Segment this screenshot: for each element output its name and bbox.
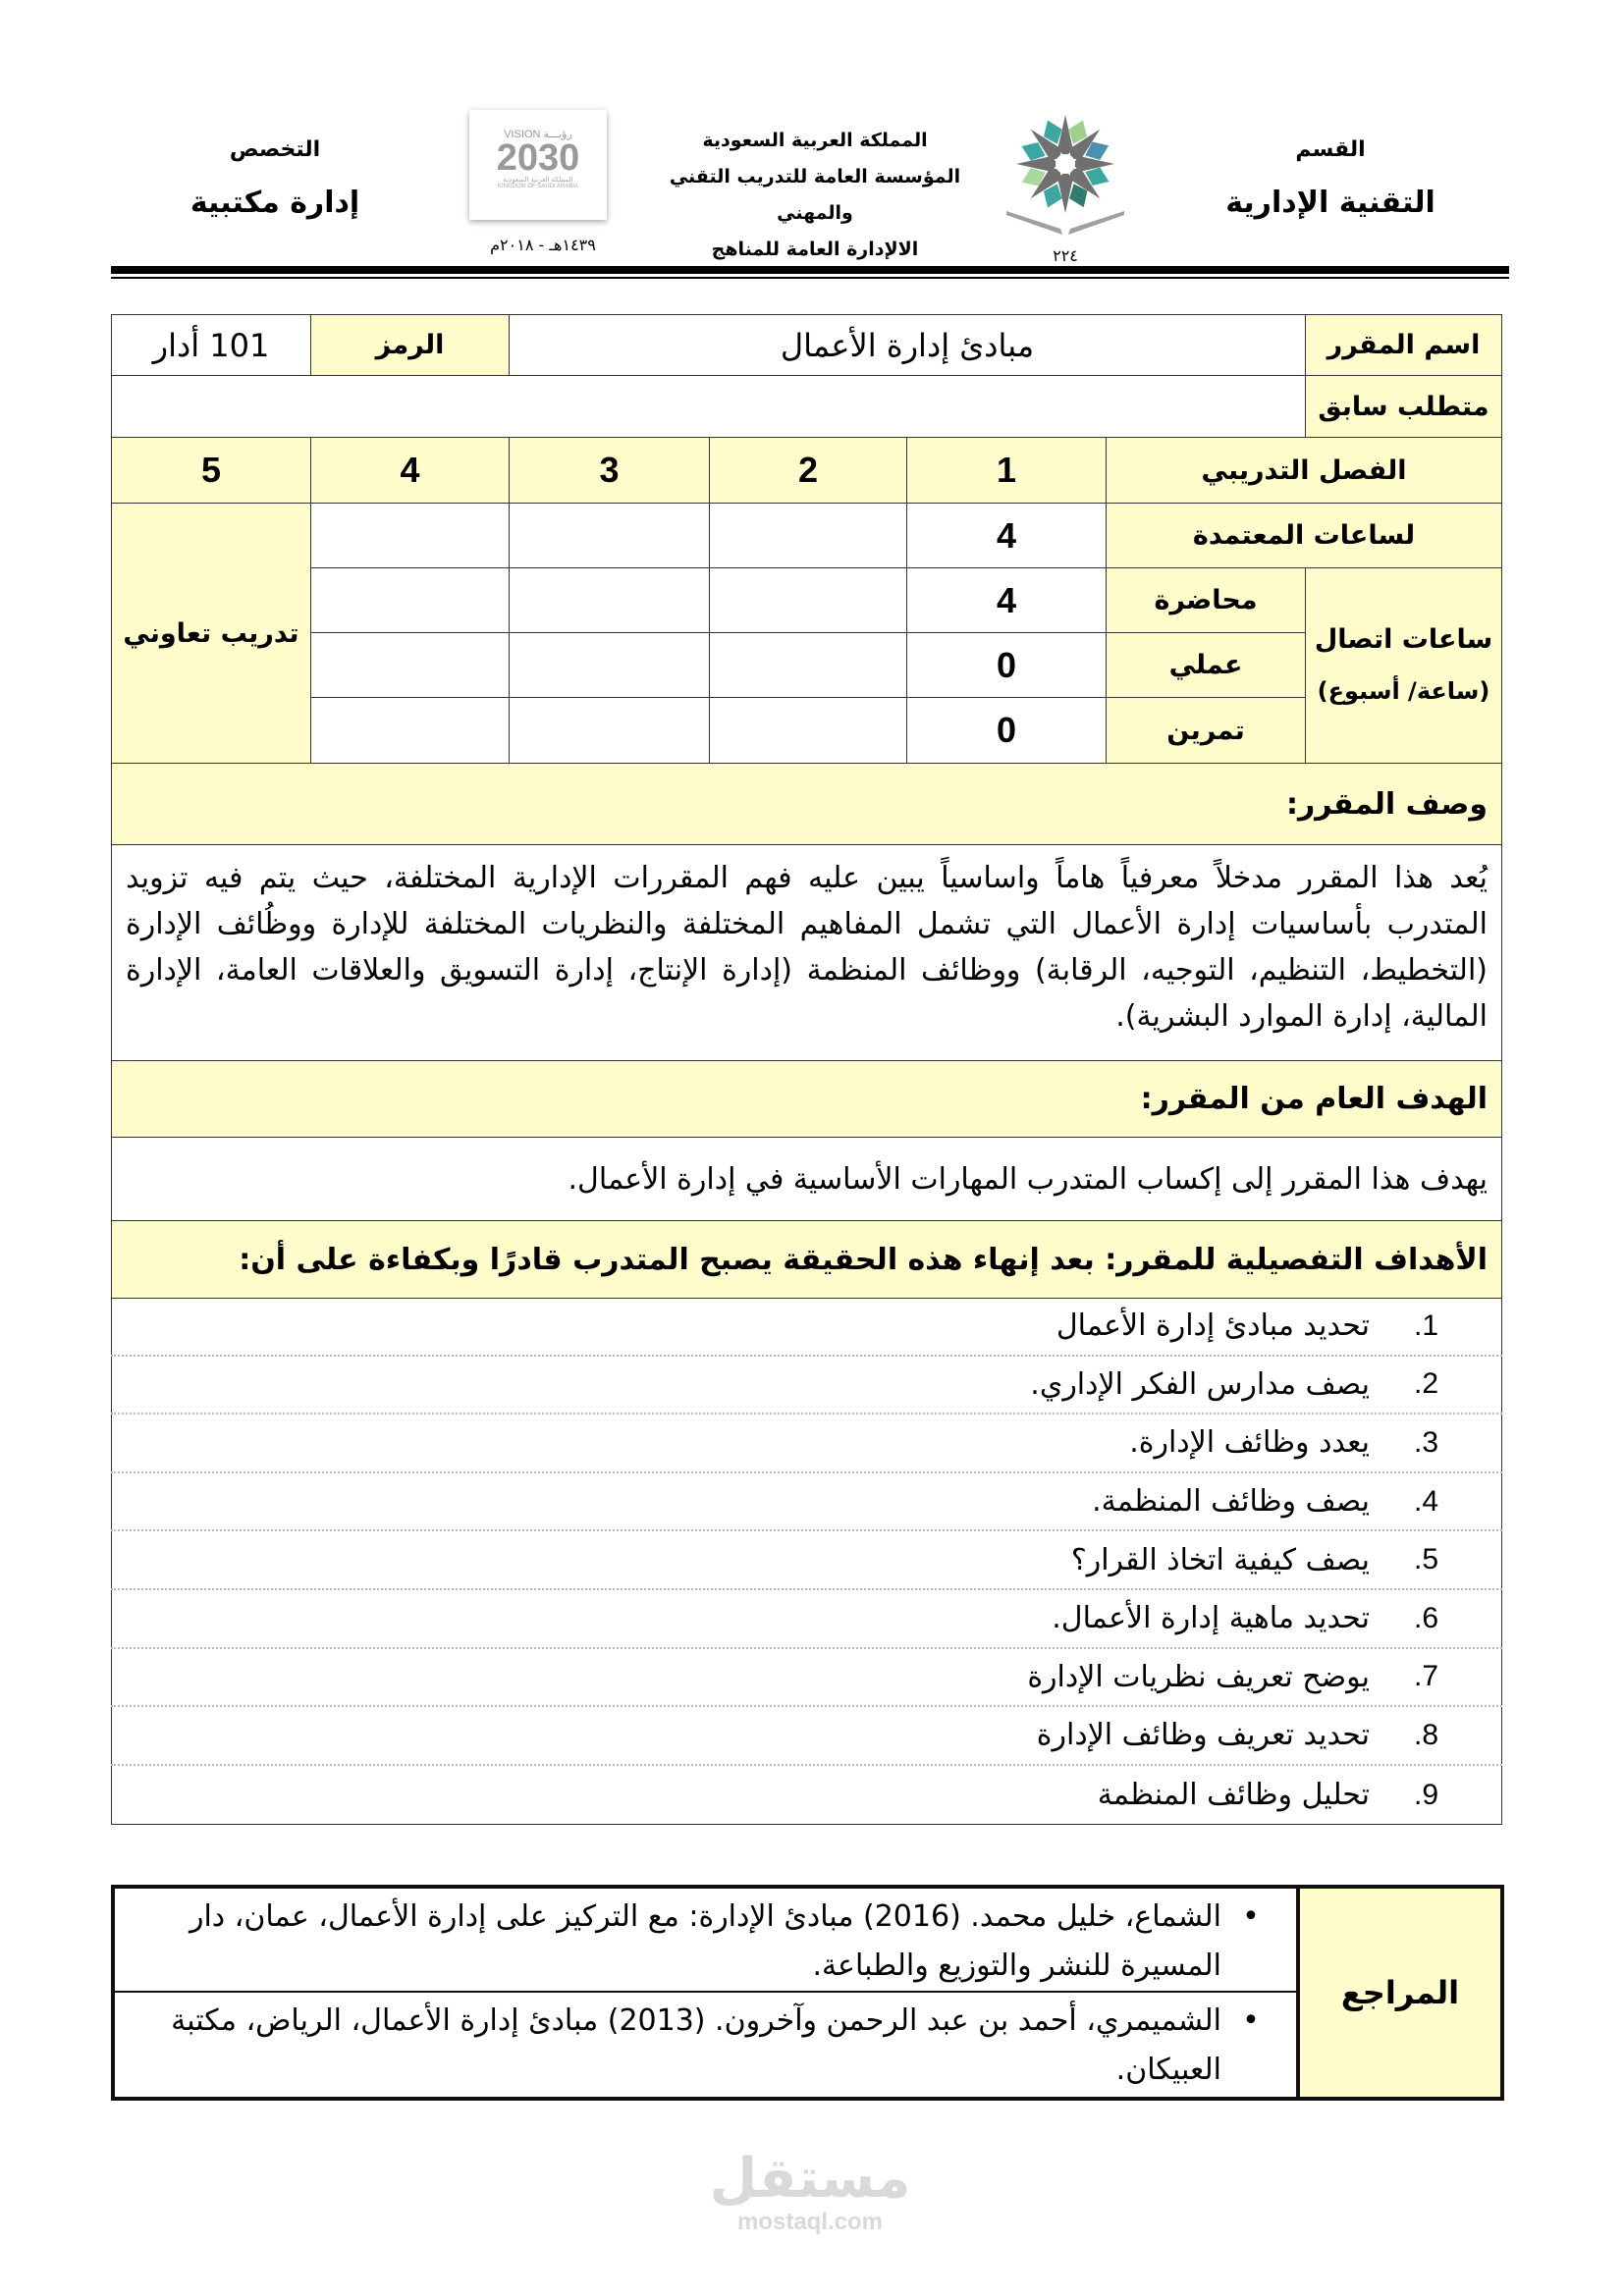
organization-block: [648, 123, 982, 268]
credit-hours-sem-2: [709, 503, 907, 568]
header-rule-thick: [111, 266, 1509, 274]
exercise-sem-1: 0: [906, 697, 1107, 764]
org-line-1: المملكة العربية السعودية: [702, 130, 928, 151]
reference-item-2: [111, 1991, 1300, 2101]
semester-4: 4: [310, 437, 510, 504]
credit-hours-sem-3: [509, 503, 710, 568]
objective-text: تحديد مبادئ إدارة الأعمال: [1056, 1308, 1370, 1344]
contact-hours-label: [1305, 567, 1502, 764]
objective-number: 2.: [1413, 1367, 1438, 1401]
objective-text: تحليل وظائف المنظمة: [1097, 1778, 1370, 1813]
org-line-2: المؤسسة العامة للتدريب التقني والمهني: [669, 166, 961, 224]
description-body: يُعد هذا المقرر مدخلاً معرفياً هاماً واساسياً يبين عليه فهم المقررات الإدارية المختلفة، حيث يتم فيه تزويد المتدرب بأساسيات إدارة الأعمال التي تشمل المفاهيم المختلفة والنظريات المختلفة للإدارة ووظُائف الإدارة (التخطيط، التنظيم، التوجيه، الرقابة) ووظائف المنظمة (إدارة الإنتاج، إدارة التسويق والعلاقات العامة، الإدارة المالية، إدارة الموارد البشرية).: [111, 844, 1502, 1061]
vision-logo-top: VISION رؤيـــة: [504, 129, 572, 140]
lecture-label: محاضرة: [1106, 567, 1306, 633]
exercise-sem-3: [509, 697, 710, 764]
objective-text: تحديد تعريف وظائف الإدارة: [1036, 1718, 1370, 1753]
practical-sem-2: [709, 632, 907, 698]
contact-hours-label-line-2: (ساعة/ أسبوع): [1317, 677, 1490, 705]
practical-sem-4: [310, 632, 510, 698]
course-code-value: 101 أدار: [111, 314, 311, 376]
objective-item: [111, 1649, 1502, 1708]
objective-number: 5.: [1413, 1543, 1438, 1576]
objective-number: 6.: [1413, 1601, 1438, 1634]
objective-item: [111, 1707, 1502, 1766]
objective-item: [111, 1766, 1502, 1825]
org-line-3: الالإدارة العامة للمناهج: [711, 239, 919, 260]
contact-hours-label-line-1: ساعات اتصال: [1314, 624, 1493, 655]
objectives-title: الأهداف التفصيلية للمقرر: بعد إنهاء هذه الحقيقة يصبح المتدرب قادرًا وبكفاءة على أن:: [111, 1220, 1502, 1299]
exercise-sem-2: [709, 697, 907, 764]
lecture-sem-4: [310, 567, 510, 633]
objective-item: [111, 1357, 1502, 1415]
course-code-label: الرمز: [310, 314, 510, 376]
objective-item: [111, 1415, 1502, 1473]
goal-title: الهدف العام من المقرر:: [111, 1060, 1502, 1138]
header-date: ١٤٣٩هـ - ٢٠١٨م: [490, 236, 596, 254]
practical-sem-3: [509, 632, 710, 698]
objective-number: 9.: [1413, 1778, 1438, 1811]
prerequisite-value: [111, 375, 1306, 438]
objective-text: يصف مدارس الفكر الإداري.: [1030, 1366, 1370, 1402]
tvtc-logo: [1001, 103, 1129, 265]
mostaql-watermark: [687, 2147, 933, 2236]
objective-number: 7.: [1413, 1660, 1438, 1693]
objective-text: يعدد وظائف الإدارة.: [1129, 1425, 1370, 1461]
objective-item: [111, 1531, 1502, 1590]
bullet-icon: •: [1242, 2003, 1260, 2038]
course-name-value: مبادئ إدارة الأعمال: [509, 314, 1306, 376]
objective-text: يصف كيفية اتخاذ القرار؟: [1070, 1542, 1370, 1577]
practical-label: عملي: [1106, 632, 1306, 698]
objective-text: يصف وظائف المنظمة.: [1092, 1484, 1370, 1520]
vision-logo-sub-en: KINGDOM OF SAUDI ARABIA: [497, 184, 578, 189]
exercise-sem-4: [310, 697, 510, 764]
objective-item: [111, 1590, 1502, 1649]
reference-item-1: [111, 1885, 1300, 1993]
objective-item: [111, 1473, 1502, 1532]
reference-text-2: الشميمري، أحمد بن عبد الرحمن وآخرون. (2013) مبادئ إدارة الأعمال، الرياض، مكتبة العبيكان.: [171, 2003, 1221, 2087]
credit-hours-sem-4: [310, 503, 510, 568]
references-label: المراجع: [1296, 1885, 1504, 2101]
tvtc-star-icon: [1001, 103, 1129, 240]
lecture-sem-3: [509, 567, 710, 633]
course-name-label: اسم المقرر: [1305, 314, 1502, 376]
objective-text: يوضح تعريف نظريات الإدارة: [1027, 1659, 1370, 1694]
semester-3: 3: [509, 437, 710, 504]
department-block: [1208, 137, 1453, 220]
goal-body: يهدف هذا المقرر إلى إكساب المتدرب المهارات الأساسية في إدارة الأعمال.: [111, 1137, 1502, 1221]
vision-logo-sub-ar: المملكة العربية السعودية: [503, 177, 573, 184]
specialty-block: [177, 137, 373, 220]
credit-hours-sem-1: 4: [906, 503, 1107, 568]
objective-number: 8.: [1413, 1718, 1438, 1751]
semester-5: 5: [111, 437, 311, 504]
bullet-icon: •: [1242, 1899, 1260, 1934]
specialty-label: التخصص: [229, 137, 321, 162]
credit-hours-label: لساعات المعتمدة: [1106, 503, 1502, 568]
lecture-sem-2: [709, 567, 907, 633]
logo-number: ٢٢٤: [1053, 246, 1078, 265]
objective-number: 4.: [1413, 1484, 1438, 1518]
practical-sem-1: 0: [906, 632, 1107, 698]
objective-item: [111, 1298, 1502, 1357]
department-value: التقنية الإدارية: [1225, 186, 1435, 220]
description-title: وصف المقرر:: [111, 763, 1502, 845]
semester-1: 1: [906, 437, 1107, 504]
prerequisite-label: متطلب سابق: [1305, 375, 1502, 438]
reference-text-1: الشماع، خليل محمد. (2016) مبادئ الإدارة: مع التركيز على إدارة الأعمال، عمان، دار المسيرة للنشر والتوزيع والطباعة.: [189, 1899, 1221, 1983]
department-label: القسم: [1295, 137, 1366, 162]
lecture-sem-1: 4: [906, 567, 1107, 633]
coop-training-label: تدريب تعاوني: [111, 503, 311, 764]
vision-logo-year: 2030: [496, 137, 580, 179]
semester-2: 2: [709, 437, 907, 504]
specialty-value: إدارة مكتبية: [189, 186, 360, 220]
watermark-ar: مستقل: [709, 2147, 911, 2211]
semester-label: الفصل التدريبي: [1106, 437, 1502, 504]
header-rule-thin: [111, 277, 1509, 279]
objective-number: 3.: [1413, 1425, 1438, 1459]
objective-number: 1.: [1413, 1308, 1438, 1342]
watermark-en: mostaql.com: [736, 2209, 884, 2235]
objective-text: تحديد ماهية إدارة الأعمال.: [1052, 1601, 1370, 1636]
vision-2030-logo: [469, 110, 607, 220]
exercise-label: تمرين: [1106, 697, 1306, 764]
